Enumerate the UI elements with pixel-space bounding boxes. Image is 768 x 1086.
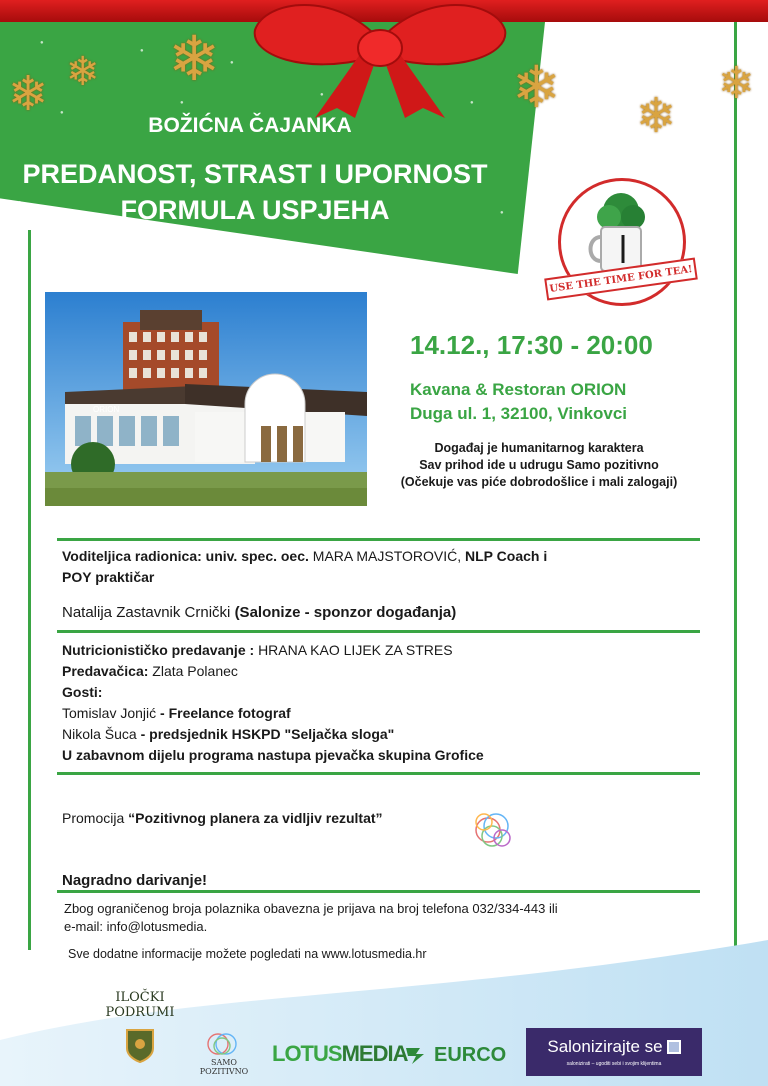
guest-1 <box>62 703 682 724</box>
guests-label: Gosti: <box>62 684 103 700</box>
snowflake-icon: ❄ <box>168 22 220 95</box>
workshop-role-2: POY praktičar <box>62 569 155 585</box>
workshop-name: MARA MAJSTOROVIĆ, <box>312 548 462 564</box>
title-line-1: PREDANOST, STRAST I UPORNOST <box>22 159 488 189</box>
snowflake-icon: ❄ <box>636 88 677 144</box>
ilocki-line-1: ILOČKI <box>115 990 165 1005</box>
sponsor-person-name: Natalija Zastavnik Crnički <box>62 604 231 621</box>
divider <box>57 630 700 633</box>
entertainment: U zabavnom dijelu programa nastupa pjevačka skupina Grofice <box>62 747 484 763</box>
guest-2-name: Nikola Šuca <box>62 726 137 742</box>
guest-1-name: Tomislav Jonjić <box>62 705 157 721</box>
frame-line-left <box>28 230 31 950</box>
nutrition-lecture <box>62 640 682 661</box>
lotus-b: MEDIA <box>341 1041 408 1066</box>
sponsor-person-note: (Salonize - sponzor događanja) <box>234 604 457 621</box>
gifts: Nagradno darivanje! <box>62 872 208 889</box>
registration-line-1: Zbog ograničenog broja polaznika obavezna je prijava na broj telefona 032/334-443 ili <box>64 901 558 916</box>
sponsor-ilocki-podrumi <box>100 990 180 1064</box>
event-kicker: BOŽIĆNA ČAJANKA <box>148 114 352 137</box>
workshop-role: NLP Coach i <box>465 548 548 564</box>
hotel-photo <box>45 292 367 506</box>
program-details <box>62 640 682 766</box>
event-date-time: 14.12., 17:30 - 20:00 <box>410 330 653 360</box>
sponsor-salonize <box>526 1028 702 1076</box>
promo-prefix: Promocija <box>62 810 125 826</box>
tea-badge-label: USE THE TIME FOR TEA! <box>544 258 698 301</box>
venue-address: Duga ul. 1, 32100, Vinkovci <box>410 404 628 423</box>
event-title <box>0 156 510 228</box>
workshop-leader <box>62 546 682 588</box>
registration-line-2: e-mail: info@lotusmedia. <box>64 919 208 934</box>
sponsor-samo-pozitivno <box>196 1030 252 1076</box>
salonize-name: Salonizirajte se <box>547 1037 663 1056</box>
title-line-2: FORMULA USPJEHA <box>120 195 390 225</box>
guest-1-role: - Freelance fotograf <box>160 705 291 721</box>
lecturer-label: Predavačica: <box>62 663 149 679</box>
sponsor-person <box>62 602 682 623</box>
snowflake-icon: ❄ <box>66 49 100 95</box>
nutrition-label: Nutricionističko predavanje : <box>62 642 255 658</box>
snowflake-icon: ❄ <box>512 53 561 121</box>
guest-2-role: - predsjednik HSKPD "Seljačka sloga" <box>140 726 395 742</box>
samo-line-1: SAMO <box>210 1058 237 1067</box>
promo-title: “Pozitivnog planera za vidljiv rezultat” <box>128 810 383 826</box>
promo <box>62 808 682 829</box>
more-info: Sve dodatne informacije možete pogledati na www.lotusmedia.hr <box>68 947 427 961</box>
snowflake-icon: ❄ <box>8 66 49 122</box>
charity-line-3: (Očekuje vas piće dobrodošlice i mali zalogaji) <box>400 475 678 489</box>
guest-2 <box>62 724 682 745</box>
lotus-a: LOTUS <box>272 1041 342 1066</box>
samo-line-2: POZITIVNO <box>199 1067 249 1076</box>
sponsor-lotus-media <box>272 1040 407 1068</box>
samo-pozitivno-logo-icon <box>204 1030 244 1058</box>
salonize-tagline: salonizirati – ugoditi sebi i svojim klijentima <box>566 1061 662 1067</box>
sponsor-eurco <box>404 1042 506 1068</box>
coat-of-arms-icon <box>125 1028 155 1064</box>
hotel-sign: ORION <box>93 405 120 414</box>
frame-line-right <box>734 22 737 952</box>
eurco-name: EURCO <box>434 1043 507 1066</box>
snowflake-icon: ❄ <box>718 58 755 109</box>
divider <box>57 772 700 775</box>
salonize-squares-icon <box>667 1040 681 1054</box>
charity-line-1: Događaj je humanitarnog karaktera <box>434 441 644 455</box>
divider <box>57 538 700 541</box>
venue-name: Kavana & Restoran ORION <box>410 380 627 399</box>
workshop-label: Voditeljica radionica: <box>62 548 202 564</box>
eurco-logo-icon <box>404 1044 434 1066</box>
ilocki-line-2: PODRUMI <box>105 1005 175 1020</box>
workshop-title: univ. spec. oec. <box>205 548 309 564</box>
planner-logo-icon <box>462 800 522 856</box>
event-venue <box>410 378 670 426</box>
red-bow-icon <box>245 0 515 120</box>
lecturer-name: Zlata Polanec <box>152 663 238 679</box>
charity-line-2: Sav prihod ide u udrugu Samo pozitivno <box>419 458 659 472</box>
nutrition-topic: HRANA KAO LIJEK ZA STRES <box>258 642 453 658</box>
charity-note <box>378 440 700 491</box>
lecturer <box>62 661 682 682</box>
